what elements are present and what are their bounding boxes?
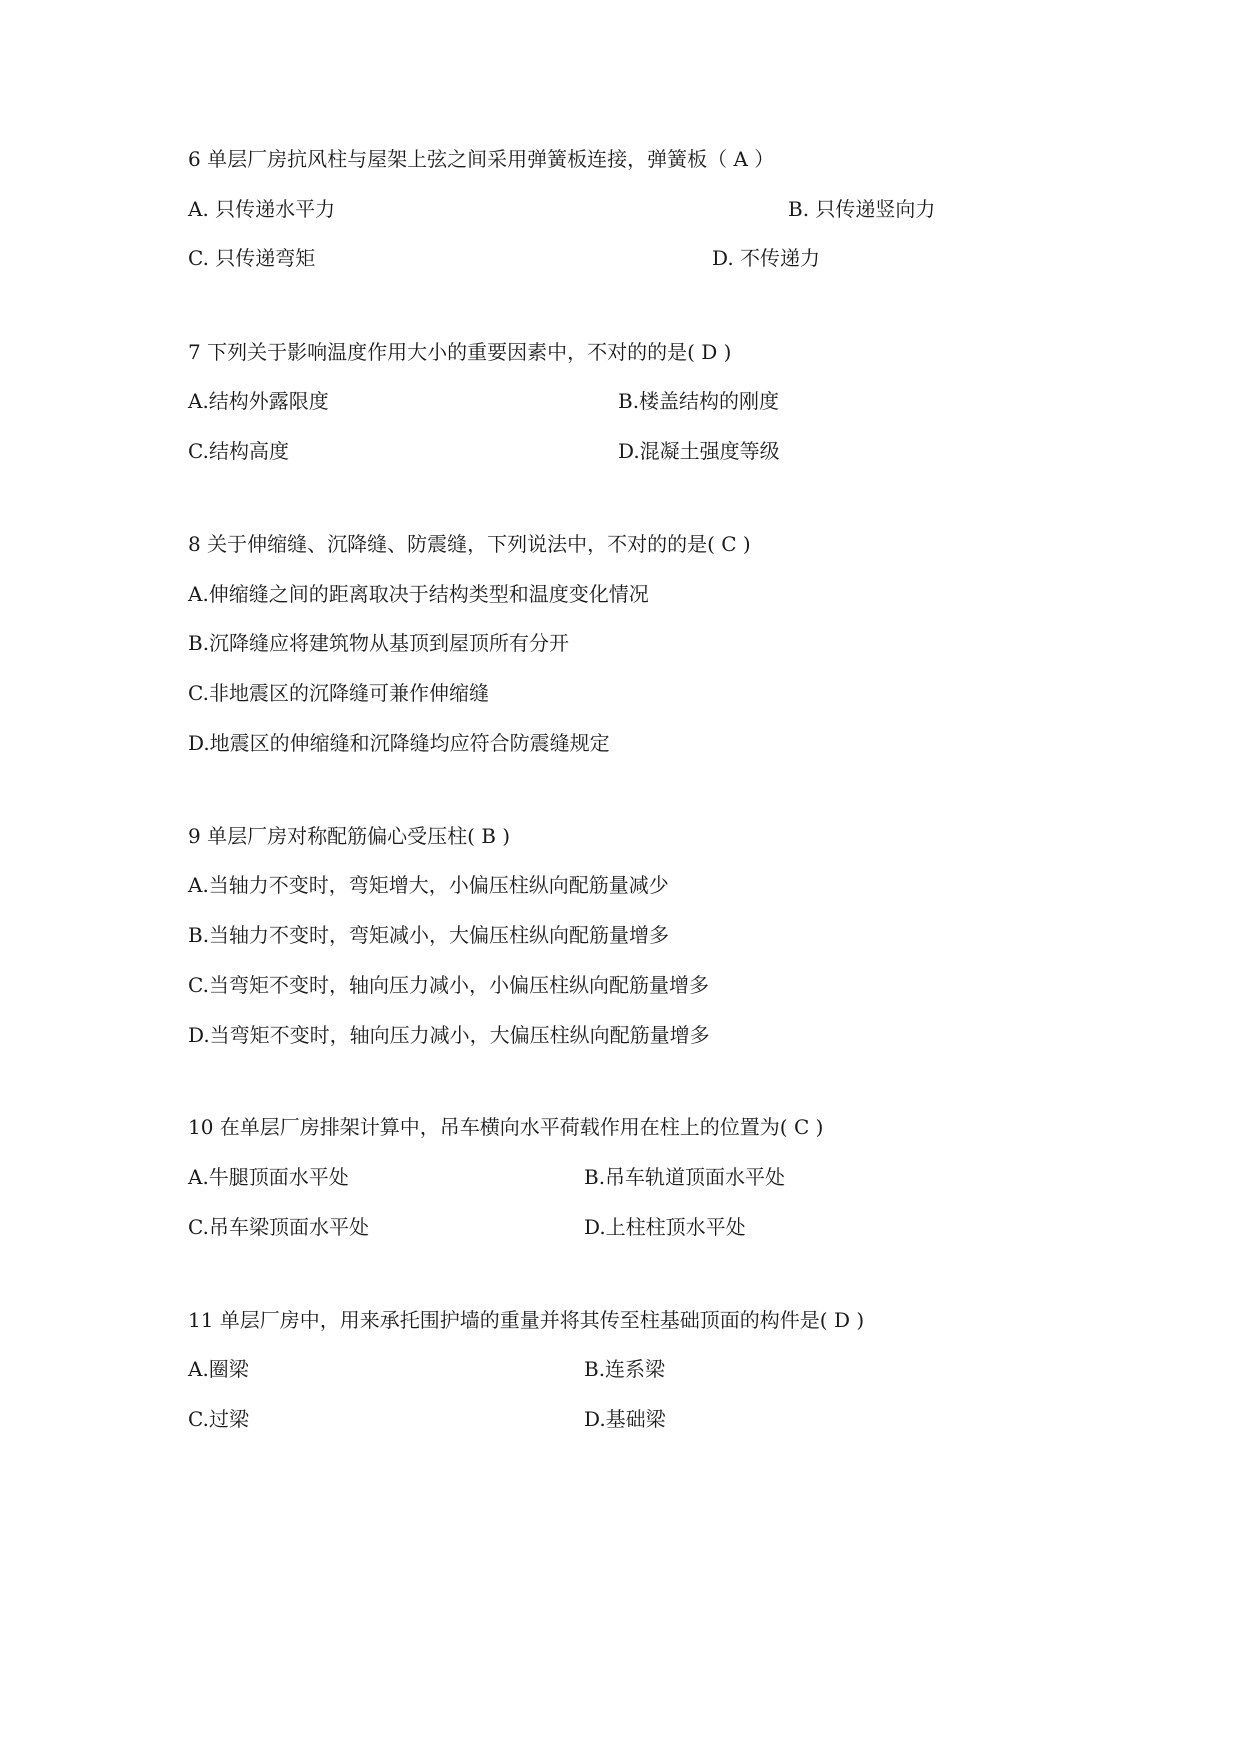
- question-9-option-b: B.当轴力不变时，弯矩减小，大偏压柱纵向配筋量增多: [188, 923, 670, 947]
- question-10-option-b: B.吊车轨道顶面水平处: [584, 1165, 786, 1189]
- question-8-option-c: C.非地震区的沉降缝可兼作伸缩缝: [188, 681, 489, 705]
- question-8-option-b: B.沉降缝应将建筑物从基顶到屋顶所有分开: [188, 631, 570, 655]
- question-9-option-c: C.当弯矩不变时，轴向压力减小，小偏压柱纵向配筋量增多: [188, 973, 709, 997]
- question-7-option-d: D.混凝土强度等级: [618, 439, 780, 463]
- question-6-option-c: C. 只传递弯矩: [188, 246, 316, 270]
- question-10-option-c: C.吊车梁顶面水平处: [188, 1215, 369, 1239]
- question-6-option-d: D. 不传递力: [712, 246, 821, 270]
- question-9-option-a: A.当轴力不变时，弯矩增大，小偏压柱纵向配筋量减少: [188, 873, 669, 897]
- question-7-stem: 7 下列关于影响温度作用大小的重要因素中，不对的的是( D ): [188, 340, 732, 364]
- question-11-option-b: B.连系梁: [584, 1357, 666, 1381]
- question-7-option-c: C.结构高度: [188, 439, 289, 463]
- question-7-option-a: A.结构外露限度: [188, 389, 329, 413]
- question-6-stem: 6 单层厂房抗风柱与屋架上弦之间采用弹簧板连接，弹簧板（ A ）: [188, 147, 775, 171]
- question-11-option-a: A.圈梁: [188, 1357, 249, 1381]
- question-11-option-c: C.过梁: [188, 1407, 249, 1431]
- question-6-option-b: B. 只传递竖向力: [788, 197, 936, 221]
- question-8-option-a: A.伸缩缝之间的距离取决于结构类型和温度变化情况: [188, 582, 649, 606]
- question-11-option-d: D.基础梁: [584, 1407, 666, 1431]
- question-10-option-d: D.上柱柱顶水平处: [584, 1215, 746, 1239]
- question-9-stem: 9 单层厂房对称配筋偏心受压柱( B ): [188, 824, 511, 848]
- question-6-option-a: A. 只传递水平力: [188, 197, 336, 221]
- question-7-option-b: B.楼盖结构的刚度: [618, 389, 780, 413]
- question-9-option-d: D.当弯矩不变时，轴向压力减小，大偏压柱纵向配筋量增多: [188, 1023, 710, 1047]
- question-11-stem: 11 单层厂房中，用来承托围护墙的重量并将其传至柱基础顶面的构件是( D ): [188, 1308, 865, 1332]
- question-10-stem: 10 在单层厂房排架计算中，吊车横向水平荷载作用在柱上的位置为( C ): [188, 1115, 824, 1139]
- question-8-option-d: D.地震区的伸缩缝和沉降缝均应符合防震缝规定: [188, 731, 610, 755]
- question-10-option-a: A.牛腿顶面水平处: [188, 1165, 349, 1189]
- question-8-stem: 8 关于伸缩缝、沉降缝、防震缝，下列说法中，不对的的是( C ): [188, 532, 751, 556]
